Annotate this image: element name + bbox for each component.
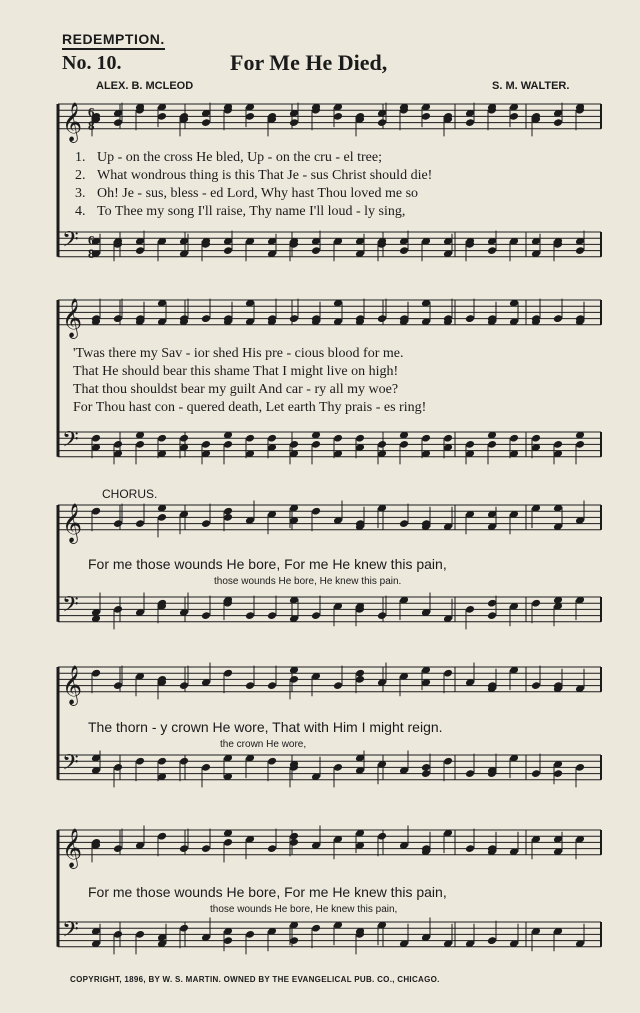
bass-clef: 𝄢 (62, 750, 79, 781)
bass-clef: 𝄢 (62, 592, 79, 623)
treble-clef: 𝄞 (62, 827, 83, 868)
verse-4-line-2: For Thou hast con - quered death, Let earth Thy prais - es ring! (73, 400, 427, 415)
verse-number: 1. (75, 150, 86, 165)
hymn-number: No. 10. (62, 52, 122, 74)
treble-clef: 𝄞 (62, 502, 83, 543)
music-credit: S. M. WALTER. (492, 80, 570, 92)
lyric: What wondrous thing is this That Je - sus Christ should die! (97, 168, 433, 183)
treble-time-signature: 6 (88, 104, 95, 120)
treble-clef: 𝄞 (62, 101, 83, 142)
chorus-line-3: For me those wounds He bore, For me He knew this pain, (88, 884, 447, 900)
hymn-title: For Me He Died, (230, 50, 388, 75)
chorus-line-1: For me those wounds He bore, For me He knew this pain, (88, 556, 447, 572)
verse-number: 4. (75, 204, 86, 219)
chorus-echo-2: the crown He wore, (220, 739, 307, 750)
verse-3-line-1 (75, 186, 418, 202)
verse-2-line-2: That He should bear this shame That I might live on high! (73, 364, 399, 379)
lyric: Oh! Je - sus, bless - ed Lord, Why hast Thou loved me so (97, 186, 419, 201)
chorus-echo-1: those wounds He bore, He knew this pain. (214, 576, 402, 587)
verse-3-line-2: That thou shouldst bear my guilt And car - ry all my woe? (73, 382, 399, 397)
lyric: To Thee my song I'll raise, Thy name I'll loud - ly sing, (97, 204, 406, 219)
bass-time-signature: 8 (88, 245, 95, 261)
chorus-echo-3: those wounds He bore, He knew this pain, (210, 904, 398, 915)
chorus-line-2: The thorn - y crown He wore, That with Him I might reign. (88, 719, 443, 735)
bass-clef: 𝄢 (62, 917, 79, 948)
verse-1-line-1 (75, 150, 382, 166)
treble-clef: 𝄞 (62, 297, 83, 338)
bass-clef: 𝄢 (62, 427, 79, 458)
book-title: REDEMPTION. (62, 31, 165, 50)
copyright-footer: COPYRIGHT, 1896, BY W. S. MARTIN. OWNED BY THE EVANGELICAL PUB. CO., CHICAGO. (70, 975, 440, 984)
chorus-label: CHORUS. (102, 487, 158, 501)
verse-2-line-1 (75, 168, 432, 184)
bass-time-signature: 6 (88, 232, 95, 248)
words-credit: ALEX. B. MCLEOD (96, 80, 194, 92)
treble-time-signature: 8 (88, 117, 95, 133)
treble-clef: 𝄞 (62, 664, 83, 705)
verse-4-line-1 (75, 204, 405, 220)
verse-1-line-2: 'Twas there my Sav - ior shed His pre - cious blood for me. (73, 346, 404, 361)
bass-clef: 𝄢 (62, 227, 79, 258)
lyric: Up - on the cross He bled, Up - on the cru - el tree; (97, 150, 382, 165)
verse-number: 3. (75, 186, 86, 201)
verse-number: 2. (75, 168, 86, 183)
